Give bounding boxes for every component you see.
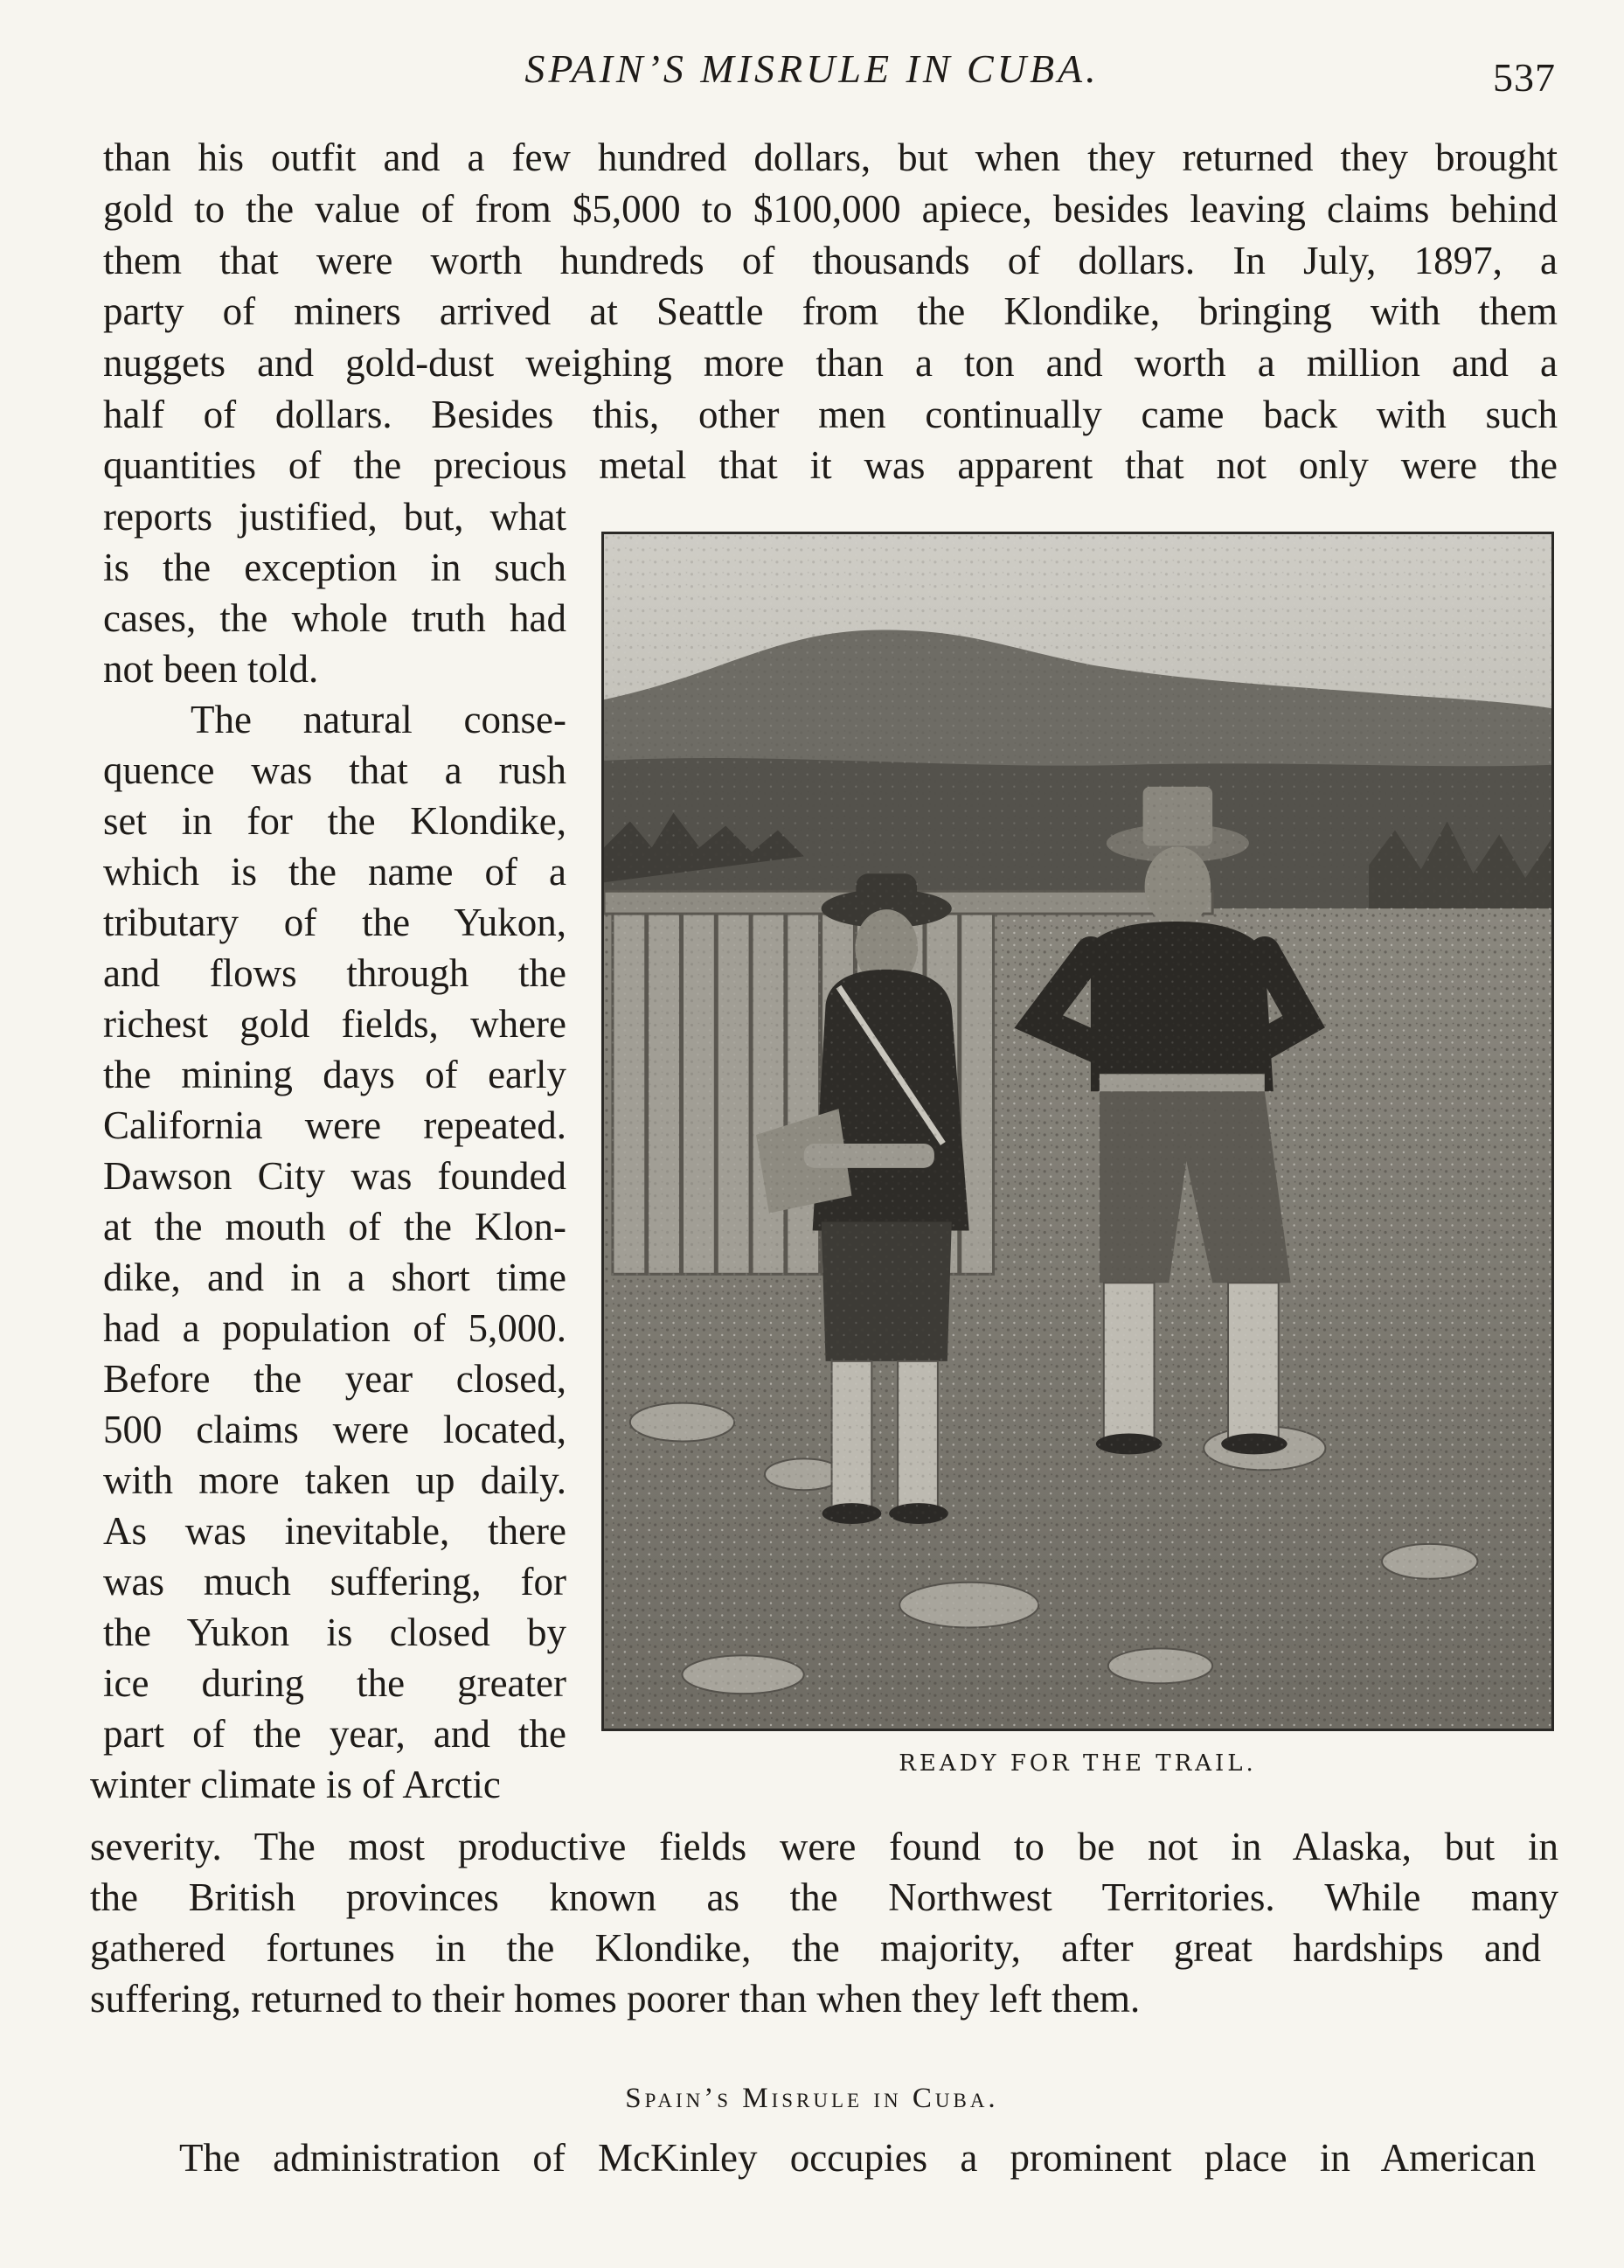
text-line: with more taken up daily.: [103, 1458, 566, 1502]
text-line: severity. The most productive fields were found to be not in Alaska, but in: [90, 1825, 1558, 1868]
text-line: gathered fortunes in the Klondike, the majority, after great hardships and: [90, 1926, 1541, 1970]
text-line: ice during the greater: [103, 1661, 566, 1705]
section-first-line: The administration of McKinley occupies a prominent place in American: [179, 2136, 1536, 2180]
photo-illustration: [604, 534, 1551, 1729]
text-line: party of miners arrived at Seattle from the Klondike, bringing with them: [103, 289, 1558, 333]
text-line: is the exception in such: [103, 546, 566, 589]
text-line: Before the year closed,: [103, 1357, 566, 1401]
text-line: tributary of the Yukon,: [103, 901, 566, 944]
text-line: the Yukon is closed by: [103, 1611, 566, 1654]
running-title: SPAIN’S MISRULE IN CUBA.: [524, 46, 1100, 91]
text-line: gold to the value of from $5,000 to $100,000 apiece, besides leaving claims behind: [103, 187, 1558, 231]
text-line: richest gold fields, where: [103, 1002, 566, 1046]
text-line: the British provinces known as the Northwest Territories. While many: [90, 1875, 1558, 1919]
text-line: nuggets and gold-dust weighing more than a ton and worth a million and a: [103, 341, 1558, 385]
section-heading: Spain’s Misrule in Cuba.: [625, 2083, 999, 2114]
text-line: California were repeated.: [103, 1103, 566, 1147]
text-line: reports justified, but, what: [103, 495, 566, 539]
text-line: half of dollars. Besides this, other men continually came back with such: [103, 393, 1558, 436]
text-line: dike, and in a short time: [103, 1256, 566, 1299]
text-line: and flows through the: [103, 951, 566, 995]
photograph-ready-for-the-trail: [601, 532, 1554, 1731]
text-line: them that were worth hundreds of thousands of dollars. In July, 1897, a: [103, 239, 1558, 282]
text-line: suffering, returned to their homes poorer than when they left them.: [90, 1977, 1141, 2021]
text-line: not been told.: [103, 647, 319, 691]
figure-caption: READY FOR THE TRAIL.: [899, 1750, 1257, 1777]
page-number: 537: [1493, 55, 1556, 100]
text-line: was much suffering, for: [103, 1560, 566, 1604]
text-line: quantities of the precious metal that it was apparent that not only were the: [103, 443, 1558, 487]
text-line: Dawson City was founded: [103, 1154, 566, 1198]
text-line: The natural conse-: [191, 698, 566, 741]
text-line: set in for the Klondike,: [103, 799, 566, 843]
text-line: had a population of 5,000.: [103, 1306, 566, 1350]
text-line: 500 claims were located,: [103, 1408, 566, 1451]
text-line: at the mouth of the Klon-: [103, 1205, 566, 1249]
text-line: quence was that a rush: [103, 748, 566, 792]
text-line: winter climate is of Arctic: [90, 1763, 501, 1806]
text-line: which is the name of a: [103, 850, 566, 894]
text-line: part of the year, and the: [103, 1712, 566, 1756]
text-line: cases, the whole truth had: [103, 596, 566, 640]
text-line: As was inevitable, there: [103, 1509, 566, 1553]
text-line: the mining days of early: [103, 1053, 566, 1096]
text-line: than his outfit and a few hundred dollars, but when they returned they brought: [103, 136, 1558, 179]
